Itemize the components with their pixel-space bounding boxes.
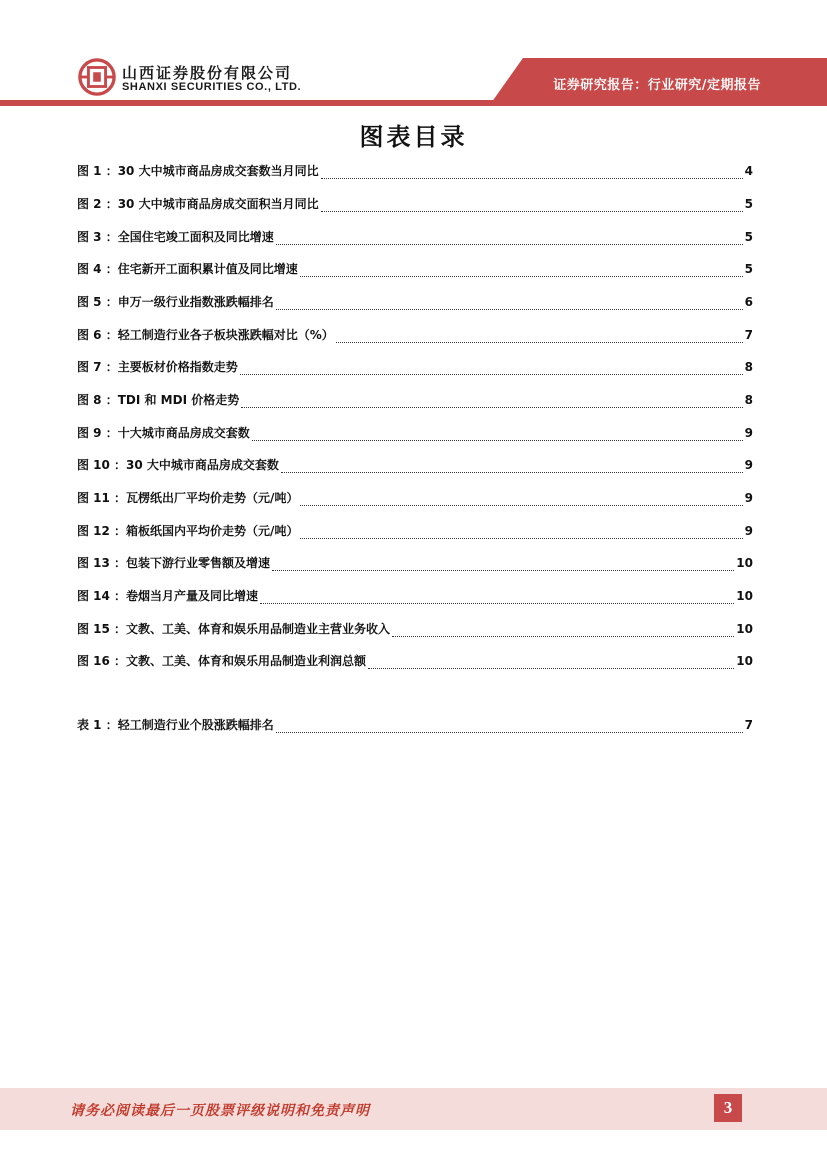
toc-entry[interactable] (77, 358, 753, 378)
toc-entry[interactable] (77, 162, 753, 182)
company-name-cn: 山西证券股份有限公司 (122, 64, 293, 82)
toc-leader (321, 201, 743, 212)
toc-leader (276, 234, 743, 245)
toc-entry-page: 7 (744, 718, 753, 732)
toc-entry-label: 图 1 ：30 大中城市商品房成交套数当月同比 (77, 164, 319, 178)
toc-leader (276, 722, 743, 733)
toc-leader (252, 430, 743, 441)
toc-entry-label: 图 16 ：文教、工美、体育和娱乐用品制造业利润总额 (77, 654, 367, 668)
toc-entry-page: 4 (744, 164, 753, 178)
toc-entry-label: 图 9 ：十大城市商品房成交套数 (77, 426, 250, 440)
toc-entry-page: 6 (744, 295, 753, 309)
toc-entry-page: 5 (744, 197, 753, 211)
toc-entry[interactable] (77, 424, 753, 444)
toc-leader (392, 626, 734, 637)
toc-entry[interactable] (77, 456, 753, 476)
company-name-en: SHANXI SECURITIES CO., LTD. (122, 81, 302, 93)
toc-entry-label: 图 12 ：箱板纸国内平均价走势（元/吨） (77, 524, 299, 538)
toc-leader (260, 593, 734, 604)
toc-entry-page: 7 (744, 328, 753, 342)
toc-leader (240, 364, 743, 375)
toc-entry[interactable] (77, 326, 753, 346)
toc-entry-page: 10 (736, 556, 753, 570)
toc-entry[interactable] (77, 195, 753, 215)
toc-leader (300, 495, 742, 506)
toc-entry-page: 9 (744, 458, 753, 472)
toc-leader (368, 658, 734, 669)
toc-entry-page: 5 (744, 262, 753, 276)
toc-leader (321, 168, 743, 179)
toc-entry-label: 图 15 ：文教、工美、体育和娱乐用品制造业主营业务收入 (77, 622, 391, 636)
toc-entry-label: 图 2 ：30 大中城市商品房成交面积当月同比 (77, 197, 319, 211)
toc-entry[interactable] (77, 260, 753, 280)
toc-leader (241, 397, 742, 408)
toc-leader (336, 332, 743, 343)
toc-leader (272, 560, 734, 571)
toc-entry-label: 图 11 ：瓦楞纸出厂平均价走势（元/吨） (77, 491, 299, 505)
toc-leader (276, 299, 743, 310)
page-number: 3 (714, 1094, 742, 1122)
page-header (0, 0, 827, 110)
toc-entry-label: 图 6 ：轻工制造行业各子板块涨跌幅对比（%） (77, 328, 334, 342)
toc-entry[interactable] (77, 620, 753, 640)
toc-entry-label: 图 8 ：TDI 和 MDI 价格走势 (77, 393, 240, 407)
toc-entry-page: 8 (744, 393, 753, 407)
toc-entry[interactable] (77, 293, 753, 313)
footer-disclaimer: 请务必阅读最后一页股票评级说明和免责声明 (70, 1103, 370, 1119)
toc-table-entry[interactable] (77, 716, 753, 736)
toc-entry-label: 表 1 ：轻工制造行业个股涨跌幅排名 (77, 718, 274, 732)
toc-entry-page: 9 (744, 426, 753, 440)
report-type-label: 证券研究报告：行业研究/定期报告 (553, 78, 761, 93)
shanxi-securities-logo (78, 58, 116, 96)
toc-entry-page: 9 (744, 491, 753, 505)
toc-entry-label: 图 13 ：包装下游行业零售额及增速 (77, 556, 271, 570)
toc-entry-page: 8 (744, 360, 753, 374)
toc-entry-label: 图 14 ：卷烟当月产量及同比增速 (77, 589, 259, 603)
toc-entry[interactable] (77, 489, 753, 509)
toc-entry-page: 10 (736, 622, 753, 636)
toc-entry[interactable] (77, 554, 753, 574)
toc-entry[interactable] (77, 652, 753, 672)
toc-entry-label: 图 7 ：主要板材价格指数走势 (77, 360, 238, 374)
toc-entry-page: 10 (736, 589, 753, 603)
toc-leader (300, 528, 742, 539)
toc-entry-page: 9 (744, 524, 753, 538)
toc-entry-page: 10 (736, 654, 753, 668)
toc-entry-label: 图 4 ：住宅新开工面积累计值及同比增速 (77, 262, 298, 276)
toc-entry[interactable] (77, 522, 753, 542)
page-title: 图表目录 (359, 123, 468, 151)
toc-entry-label: 图 5 ：申万一级行业指数涨跌幅排名 (77, 295, 274, 309)
toc-entry-label: 图 3 ：全国住宅竣工面积及同比增速 (77, 230, 274, 244)
toc-entry-label: 图 10 ：30 大中城市商品房成交套数 (77, 458, 279, 472)
toc-entry[interactable] (77, 391, 753, 411)
toc-entry[interactable] (77, 587, 753, 607)
toc-entry[interactable] (77, 228, 753, 248)
toc-leader (300, 266, 743, 277)
toc-leader (281, 462, 743, 473)
toc-entry-page: 5 (744, 230, 753, 244)
